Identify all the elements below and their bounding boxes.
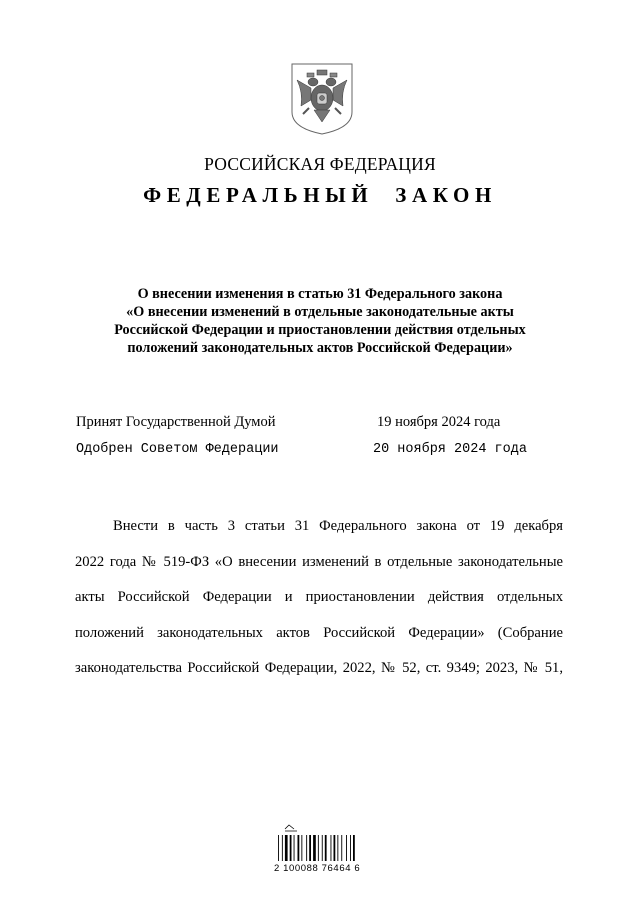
council-approval-label: Одобрен Советом Федерации: [76, 442, 279, 457]
body-line: положений законодательных актов Российской Федерации» (Собрание: [75, 624, 563, 641]
duma-adoption-label: Принят Государственной Думой: [76, 414, 276, 430]
title-line: «О внесении изменений в отдельные законодательные акты: [126, 304, 514, 320]
law-body-text: [75, 509, 563, 687]
body-line: 2022 года № 519-ФЗ «О внесении изменений в отдельные законодательные: [75, 553, 563, 570]
barcode-icon: [268, 823, 374, 885]
body-line: акты Российской Федерации и приостановлении действия отдельных: [75, 589, 563, 605]
document-type-word-2: ЗАКОН: [395, 183, 497, 207]
document-type: [0, 183, 640, 208]
duma-adoption-date: 19 ноября 2024 года: [377, 414, 501, 430]
council-approval-date: 20 ноября 2024 года: [373, 442, 527, 457]
body-line: Внести в часть 3 статьи 31 Федерального закона от 19 декабря: [113, 518, 563, 534]
body-line: законодательства Российской Федерации, 2022, № 52, ст. 9349; 2023, № 51,: [75, 660, 563, 676]
document-type-word-1: ФЕДЕРАЛЬНЫЙ: [143, 183, 374, 207]
title-line: положений законодательных актов Российской Федерации»: [127, 340, 513, 356]
law-title: [80, 285, 560, 357]
barcode-number: 2 100088 76464 6: [274, 863, 361, 874]
title-line: Российской Федерации и приостановлении действия отдельных: [114, 322, 526, 338]
title-line: О внесении изменения в статью 31 Федерального закона: [137, 286, 503, 302]
state-name: РОССИЙСКАЯ ФЕДЕРАЦИЯ: [204, 154, 436, 174]
coat-of-arms-icon: [289, 62, 355, 136]
